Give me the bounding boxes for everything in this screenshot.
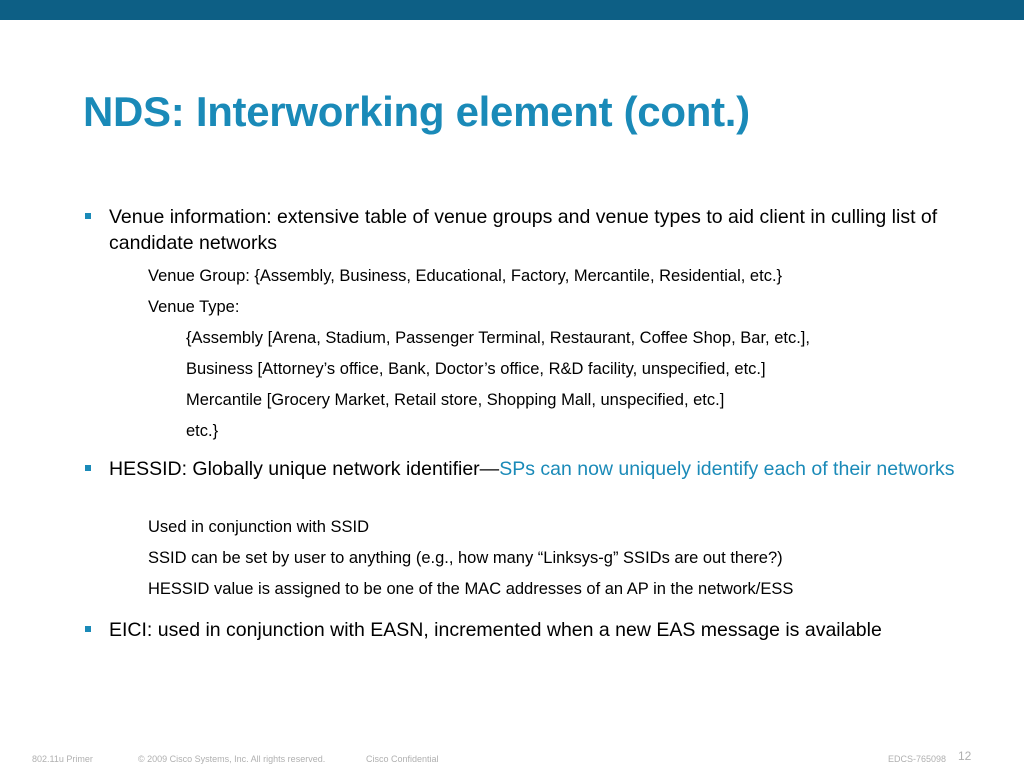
venue-type-item: Mercantile [Grocery Market, Retail store, Shopping Mall, unspecified, etc.] <box>186 391 725 409</box>
slide-title: NDS: Interworking element (cont.) <box>83 88 750 135</box>
bullet-text: EICI: used in conjunction with EASN, incremented when a new EAS message is available <box>109 619 882 641</box>
sub-bullet-venue-type: Venue Type: <box>148 298 240 316</box>
footer-copyright: © 2009 Cisco Systems, Inc. All rights reserved. <box>138 754 326 764</box>
bullet-hessid <box>109 456 959 482</box>
top-banner <box>0 0 1024 20</box>
venue-type-item: {Assembly [Arena, Stadium, Passenger Terminal, Restaurant, Coffee Shop, Bar, etc.], <box>186 329 810 347</box>
bullet-text: Venue information: extensive table of venue groups and venue types to aid client in culling list of candidate networks <box>109 206 938 254</box>
footer-doc-id: EDCS-765098 <box>888 754 947 764</box>
bullet-square-icon <box>85 465 91 471</box>
page-number: 12 <box>958 749 972 763</box>
bullet-text: HESSID: Globally unique network identifier— <box>109 458 500 480</box>
sub-bullet-hessid: SSID can be set by user to anything (e.g., how many “Linksys-g” SSIDs are out there?) <box>148 549 783 567</box>
bullet-square-icon <box>85 626 91 632</box>
sub-bullet-hessid: HESSID value is assigned to be one of the MAC addresses of an AP in the network/ESS <box>148 580 794 598</box>
venue-type-item: etc.} <box>186 422 219 440</box>
sub-bullet-hessid: Used in conjunction with SSID <box>148 518 370 536</box>
bullet-venue-information <box>109 204 959 256</box>
footer-deck-name: 802.11u Primer <box>32 754 93 764</box>
sub-bullet-venue-group: Venue Group: {Assembly, Business, Educational, Factory, Mercantile, Residential, etc.} <box>148 267 783 285</box>
bullet-eici <box>109 617 959 643</box>
venue-type-item: Business [Attorney’s office, Bank, Doctor’s office, R&D facility, unspecified, etc.] <box>186 360 766 378</box>
bullet-highlight-text: SPs can now uniquely identify each of their networks <box>499 458 955 480</box>
footer-confidential: Cisco Confidential <box>366 754 439 764</box>
bullet-square-icon <box>85 213 91 219</box>
